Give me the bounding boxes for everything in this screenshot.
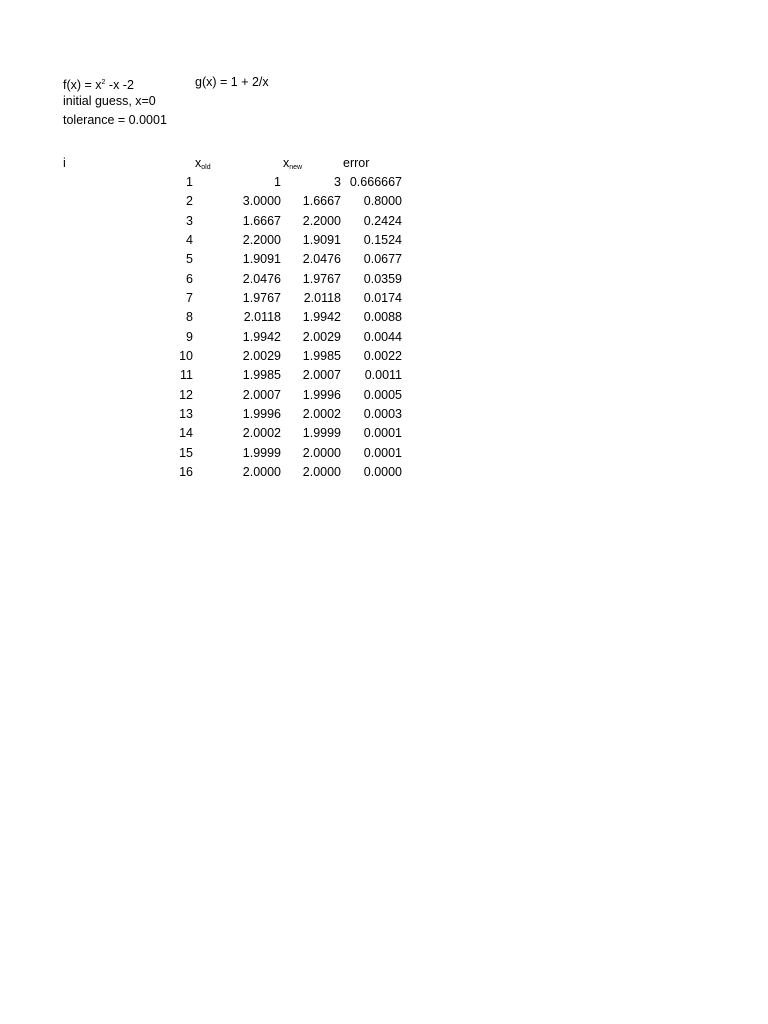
column-header-i: i bbox=[63, 156, 66, 170]
cell-xold: 2.2000 bbox=[242, 233, 281, 248]
cell-error: 0.0088 bbox=[363, 310, 402, 325]
table-row bbox=[0, 463, 768, 482]
table-row bbox=[0, 328, 768, 347]
cell-xnew: 2.2000 bbox=[302, 213, 341, 228]
cell-xold: 1.9942 bbox=[242, 329, 281, 344]
xold-base: x bbox=[195, 156, 202, 170]
cell-xnew: 1.9942 bbox=[302, 310, 341, 325]
cell-xold: 2.0118 bbox=[243, 310, 281, 325]
xnew-subscript: new bbox=[289, 164, 303, 171]
cell-xold: 2.0007 bbox=[242, 387, 281, 402]
cell-error: 0.0022 bbox=[363, 349, 402, 364]
table-row bbox=[0, 444, 768, 463]
table-row bbox=[0, 192, 768, 211]
cell-error: 0.0011 bbox=[364, 368, 402, 383]
table-row bbox=[0, 250, 768, 269]
cell-xnew: 2.0476 bbox=[302, 252, 341, 267]
xnew-base: x bbox=[283, 156, 290, 170]
cell-iteration: 12 bbox=[179, 387, 193, 402]
cell-error: 0.0001 bbox=[363, 445, 402, 460]
cell-xnew: 2.0000 bbox=[302, 465, 341, 480]
cell-xold: 1.9996 bbox=[242, 407, 281, 422]
cell-iteration: 14 bbox=[179, 426, 193, 441]
cell-xnew: 1.6667 bbox=[302, 194, 341, 209]
cell-xold: 1.9985 bbox=[242, 368, 281, 383]
cell-iteration: 10 bbox=[179, 349, 193, 364]
cell-xnew: 1.9996 bbox=[302, 387, 341, 402]
fx-exponent: 2 bbox=[101, 79, 106, 86]
cell-xnew: 2.0029 bbox=[302, 329, 341, 344]
cell-xnew: 2.0000 bbox=[302, 445, 341, 460]
column-header-error: error bbox=[343, 156, 370, 170]
cell-xnew: 1.9091 bbox=[302, 233, 341, 248]
cell-xold: 2.0000 bbox=[242, 465, 281, 480]
cell-xold: 2.0002 bbox=[242, 426, 281, 441]
cell-iteration: 15 bbox=[179, 445, 193, 460]
table-row bbox=[0, 366, 768, 385]
cell-iteration: 11 bbox=[180, 368, 193, 383]
cell-xold: 1.9767 bbox=[242, 291, 281, 306]
cell-iteration: 5 bbox=[186, 252, 193, 267]
cell-iteration: 16 bbox=[179, 465, 193, 480]
cell-xold: 2.0476 bbox=[242, 271, 281, 286]
table-row bbox=[0, 424, 768, 443]
cell-xnew: 3 bbox=[334, 175, 341, 189]
cell-error: 0.0174 bbox=[363, 291, 402, 306]
cell-xold: 1.6667 bbox=[242, 213, 281, 228]
cell-error: 0.2424 bbox=[363, 213, 402, 228]
cell-xnew: 2.0007 bbox=[302, 368, 341, 383]
cell-error: 0.0005 bbox=[363, 387, 402, 402]
cell-iteration: 6 bbox=[186, 271, 193, 286]
cell-error: 0.0677 bbox=[363, 252, 402, 267]
initial-guess-label: initial guess, x=0 bbox=[63, 94, 156, 108]
cell-xnew: 1.9985 bbox=[302, 349, 341, 364]
table-row bbox=[0, 173, 768, 192]
cell-error: 0.666667 bbox=[349, 175, 402, 189]
cell-xnew: 2.0118 bbox=[303, 291, 341, 306]
cell-error: 0.0044 bbox=[363, 329, 402, 344]
cell-iteration: 4 bbox=[186, 233, 193, 248]
table-row bbox=[0, 386, 768, 405]
cell-xnew: 2.0002 bbox=[302, 407, 341, 422]
fx-prefix: f(x) = x bbox=[63, 78, 102, 92]
tolerance-label: tolerance = 0.0001 bbox=[63, 113, 167, 127]
table-row bbox=[0, 308, 768, 327]
cell-iteration: 9 bbox=[186, 329, 193, 344]
cell-iteration: 2 bbox=[186, 194, 193, 209]
cell-iteration: 13 bbox=[179, 407, 193, 422]
cell-xnew: 1.9767 bbox=[302, 271, 341, 286]
table-row bbox=[0, 231, 768, 250]
cell-iteration: 7 bbox=[186, 291, 193, 306]
cell-xnew: 1.9999 bbox=[302, 426, 341, 441]
table-row bbox=[0, 212, 768, 231]
table-row bbox=[0, 289, 768, 308]
fx-suffix: -x -2 bbox=[105, 78, 134, 92]
cell-error: 0.0000 bbox=[363, 465, 402, 480]
cell-error: 0.0359 bbox=[363, 271, 402, 286]
cell-error: 0.0003 bbox=[363, 407, 402, 422]
cell-iteration: 3 bbox=[186, 213, 193, 228]
cell-error: 0.8000 bbox=[363, 194, 402, 209]
table-row bbox=[0, 405, 768, 424]
cell-iteration: 8 bbox=[186, 310, 193, 325]
cell-iteration: 1 bbox=[186, 175, 193, 189]
function-g-label: g(x) = 1 + 2/x bbox=[195, 75, 269, 89]
cell-xold: 1.9999 bbox=[242, 445, 281, 460]
cell-xold: 3.0000 bbox=[242, 194, 281, 209]
cell-xold: 1 bbox=[274, 175, 281, 189]
cell-error: 0.1524 bbox=[363, 233, 402, 248]
cell-error: 0.0001 bbox=[363, 426, 402, 441]
cell-xold: 1.9091 bbox=[242, 252, 281, 267]
xold-subscript: old bbox=[201, 164, 211, 171]
table-row bbox=[0, 270, 768, 289]
cell-xold: 2.0029 bbox=[242, 349, 281, 364]
table-row bbox=[0, 347, 768, 366]
iteration-table bbox=[0, 173, 768, 483]
